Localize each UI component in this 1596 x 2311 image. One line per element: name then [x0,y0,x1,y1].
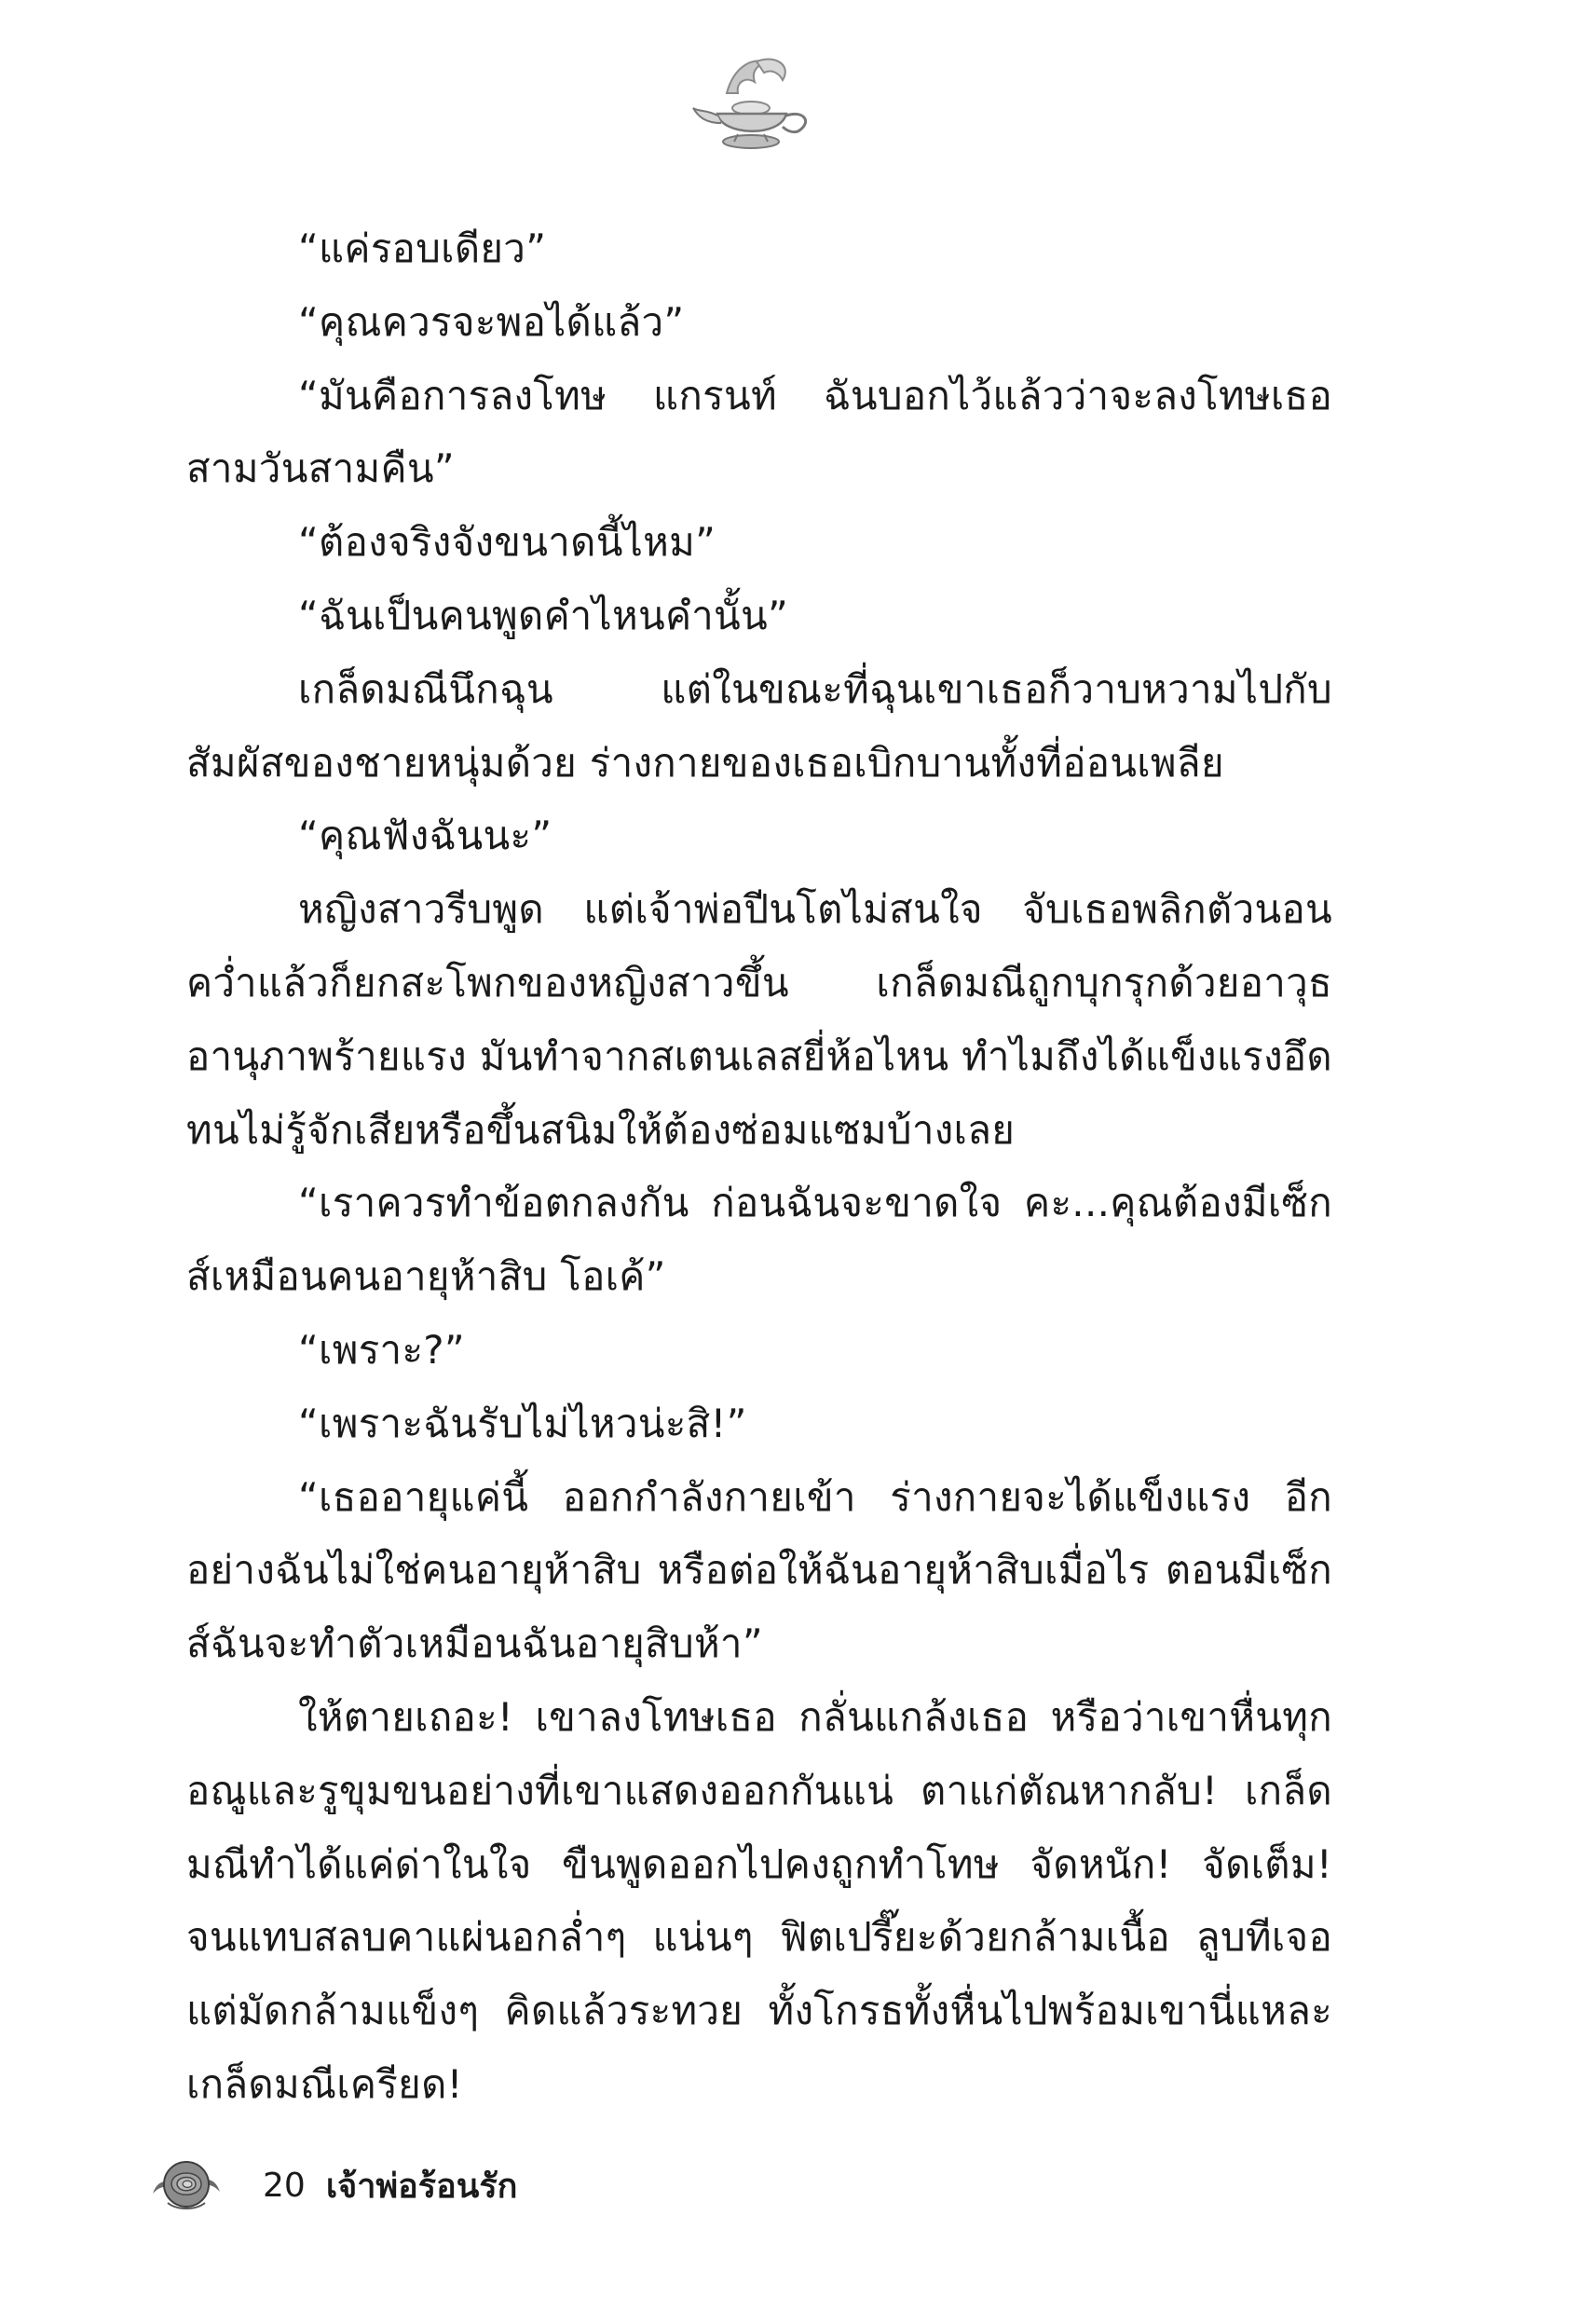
paragraph: ให้ตายเถอะ! เขาลงโทษเธอ กลั่นแกล้งเธอ หรือว่าเขาหื่นทุกอณูและรูขุมขนอย่างที่เขาแสดงออกกันแน่ ตาแก่ตัณหากลับ! เกล็ดมณีทำได้แค่ด่าในใจ ขืนพูดออกไปคงถูกทำโทษ จัดหนัก! จัดเต็ม! จนแทบสลบคาแผ่นอกล่ำๆ แน่นๆ ฟิตเปรี๊ยะด้วยกล้ามเนื้อ ลูบทีเจอแต่มัดกล้ามแข็งๆ คิดแล้วระทวย ทั้งโกรธทั้งหื่นไปพร้อมเขานี่แหละเกล็ดมณีเครียด! [186,1693,1332,2107]
genie-lamp-icon [689,56,820,158]
paragraph: “เธออายุแค่นี้ ออกกำลังกายเข้า ร่างกายจะได้แข็งแรง อีกอย่างฉันไม่ใช่คนอายุห้าสิบ หรือต่อให้ฉันอายุห้าสิบเมื่อไร ตอนมีเซ็กส์ฉันจะทำตัวเหมือนฉันอายุสิบห้า” [186,1473,1332,1667]
paragraph: “แค่รอบเดียว” [298,226,547,271]
paragraph: “มันคือการลงโทษ แกรนท์ ฉันบอกไว้แล้วว่าจะลงโทษเธอสามวันสามคืน” [186,372,1332,492]
paragraph: หญิงสาวรีบพูด แต่เจ้าพ่อปีนโตไม่สนใจ จับเธอพลิกตัวนอนคว่ำแล้วก็ยกสะโพกของหญิงสาวขึ้น เกล็ดมณีถูกบุกรุกด้วยอาวุธอานุภาพร้ายแรง มันทำจากสเตนเลสยี่ห้อไหน ทำไมถึงได้แข็งแรงอึดทนไม่รู้จักเสียหรือขึ้นสนิมให้ต้องซ่อมแซมบ้างเลย [186,886,1332,1153]
rose-icon [149,2156,224,2214]
paragraph: เกล็ดมณีนึกฉุน แต่ในขณะที่ฉุนเขาเธอก็วาบหวามไปกับสัมผัสของชายหนุ่มด้วย ร่างกายของเธอเบิกบานทั้งที่อ่อนเพลีย [186,665,1332,786]
body-text [186,212,1332,2122]
paragraph: “คุณฟังฉันนะ” [298,813,552,859]
page-number: 20 [263,2166,306,2205]
paragraph: “เพราะฉันรับไม่ไหวน่ะสิ!” [298,1400,747,1446]
paragraph: “ฉันเป็นคนพูดคำไหนคำนั้น” [298,592,789,638]
book-title: เจ้าพ่อร้อนรัก [325,2167,518,2206]
paragraph: “เราควรทำข้อตกลงกัน ก่อนฉันจะขาดใจ คะ...คุณต้องมีเซ็กส์เหมือนคนอายุห้าสิบ โอเค้” [186,1180,1332,1300]
paragraph: “ต้องจริงจังขนาดนี้ไหม” [298,519,716,566]
paragraph: “คุณควรจะพอได้แล้ว” [298,298,685,345]
paragraph: “เพราะ?” [298,1326,465,1373]
page-footer [149,2153,517,2218]
